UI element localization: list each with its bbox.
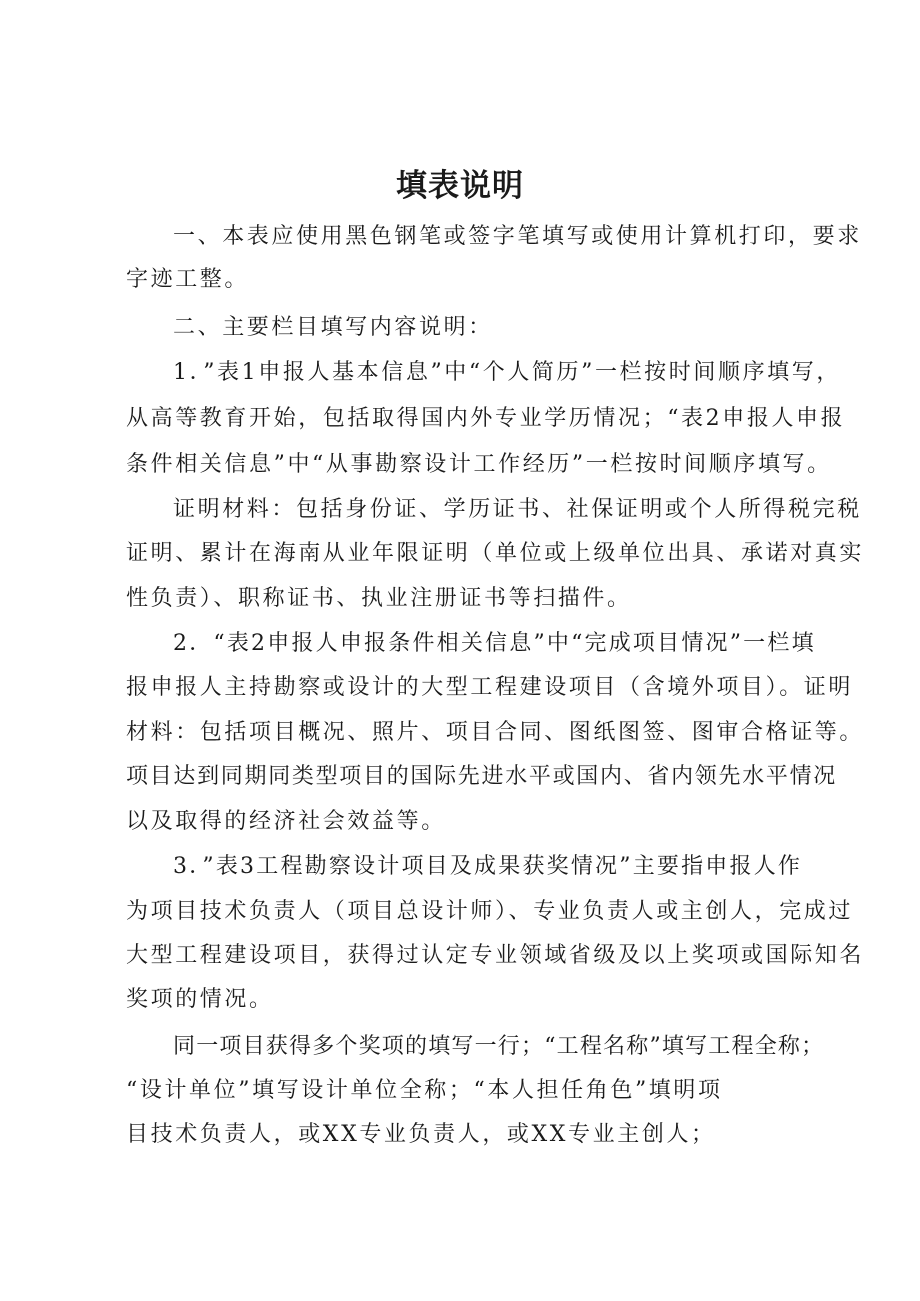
- paragraph-line: 3．”表3工程勘察设计项目及成果获奖情况”主要指申报人作: [173, 854, 803, 879]
- paragraph-line: 证明、累计在海南从业年限证明（单位或上级单位出具、承诺对真实: [126, 541, 865, 566]
- paragraph-line: 2．“表2申报人申报条件相关信息”中“完成项目情况”一栏填: [173, 631, 816, 656]
- paragraph-line: 1．”表1申报人基本信息”中“个人简历”一栏按时间顺序填写，: [173, 360, 841, 385]
- paragraph-line: 同一项目获得多个奖项的填写一行；“工程名称”填写工程全称；: [173, 1034, 825, 1059]
- paragraph-line: 大型工程建设项目，获得过认定专业领域省级及以上奖项或国际知名: [126, 943, 865, 968]
- paragraph-line: 性负责）、职称证书、执业注册证书等扫描件。: [126, 586, 632, 611]
- paragraph-line: 从高等教育开始，包括取得国内外专业学历情况；“表2申报人申报: [126, 406, 846, 431]
- paragraph-line: 材料：包括项目概况、照片、项目合同、图纸图签、图审合格证等。: [126, 720, 865, 745]
- paragraph-line: 为项目技术负责人（项目总设计师）、专业负责人或主创人，完成过: [126, 899, 854, 924]
- paragraph-line: 项目达到同期同类型项目的国际先进水平或国内、省内领先水平情况: [126, 764, 838, 789]
- paragraph-line: 以及取得的经济社会效益等。: [126, 809, 446, 834]
- paragraph-line: 字迹工整。: [126, 267, 250, 292]
- paragraph-line: 二、主要栏目填写内容说明：: [173, 315, 493, 340]
- paragraph-line: 报申报人主持勘察或设计的大型工程建设项目（含境外项目）。证明: [126, 675, 854, 700]
- document-title: 填表说明: [396, 168, 524, 204]
- paragraph-line: 奖项的情况。: [126, 987, 274, 1012]
- paragraph-line: 证明材料：包括身份证、学历证书、社保证明或个人所得税完税: [173, 497, 862, 522]
- paragraph-line: 目技术负责人，或XX专业负责人，或XX专业主创人；: [126, 1122, 716, 1147]
- paragraph-line: “设计单位”填写设计单位全称；“本人担任角色”填明项: [126, 1078, 723, 1103]
- paragraph-line: 条件相关信息”中“从事勘察设计工作经历”一栏按时间顺序填写。: [126, 452, 832, 477]
- paragraph-line: 一、本表应使用黑色钢笔或签字笔填写或使用计算机打印，要求: [173, 224, 862, 249]
